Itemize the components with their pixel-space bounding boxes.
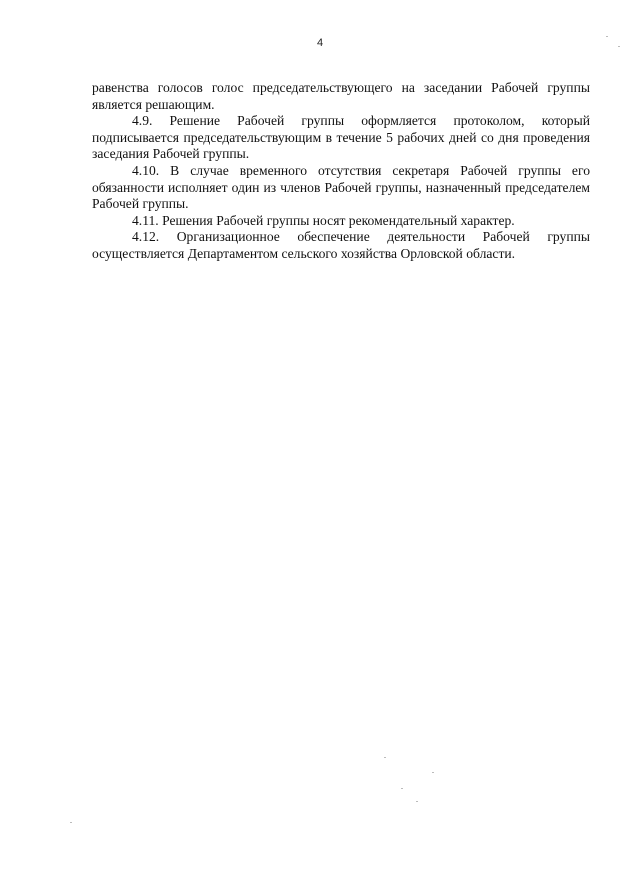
scan-speck	[432, 772, 434, 773]
scan-speck	[401, 788, 403, 789]
scan-speck	[606, 36, 608, 37]
scan-speck	[384, 757, 386, 758]
paragraph-4-10: 4.10. В случае временного отсутствия секретаря Рабочей группы его обязанности исполняет один из членов Рабочей группы, назначенный председателем Рабочей группы.	[92, 162, 590, 212]
paragraph-4-12: 4.12. Организационное обеспечение деятельности Рабочей группы осуществляется Департаментом сельского хозяйства Орловской области.	[92, 229, 590, 261]
paragraph-4-11: 4.11. Решения Рабочей группы носят рекомендательный характер.	[132, 212, 515, 228]
scan-speck	[618, 46, 620, 47]
paragraph-4-9: 4.9. Решение Рабочей группы оформляется протоколом, который подписывается председательствующим в течение 5 рабочих дней со дня проведения заседания Рабочей группы.	[92, 113, 590, 162]
paragraph-continuation: равенства голосов голос председательствующего на заседании Рабочей группы является решающим.	[92, 80, 590, 112]
scan-speck	[70, 822, 72, 823]
page-number: 4	[316, 37, 324, 49]
document-body	[92, 80, 590, 263]
scan-speck	[416, 801, 418, 802]
